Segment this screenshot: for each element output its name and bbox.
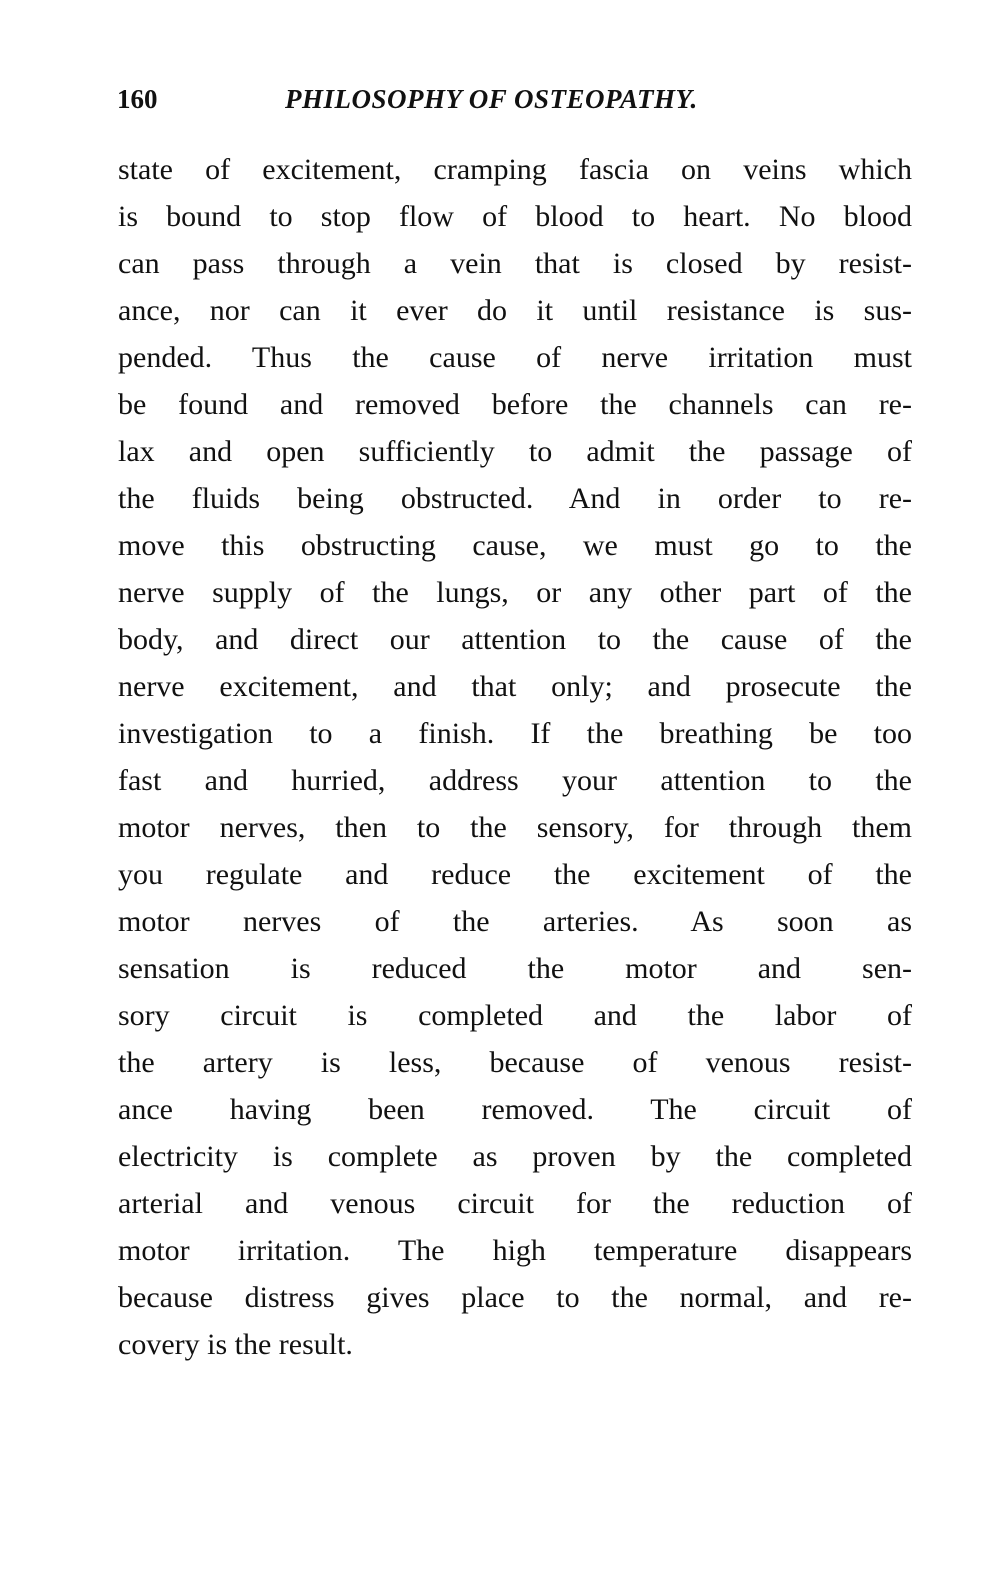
text-line: investigation to a finish. If the breathing be too bbox=[118, 717, 912, 750]
text-line: arterial and venous circuit for the reduction of bbox=[118, 1187, 912, 1220]
text-line: motor irritation. The high temperature disappears bbox=[118, 1234, 912, 1267]
text-line: pended. Thus the cause of nerve irritation must bbox=[118, 341, 912, 374]
text-line: covery is the result. bbox=[118, 1328, 353, 1361]
text-line: fast and hurried, address your attention to the bbox=[118, 764, 912, 797]
text-line: lax and open sufficiently to admit the passage of bbox=[118, 435, 912, 468]
running-title: PHILOSOPHY OF OSTEOPATHY. bbox=[285, 84, 698, 114]
text-line: motor nerves, then to the sensory, for through them bbox=[118, 811, 912, 844]
text-line: because distress gives place to the normal, and re- bbox=[118, 1281, 912, 1314]
text-line: ance, nor can it ever do it until resistance is sus- bbox=[118, 294, 912, 327]
text-line: sory circuit is completed and the labor of bbox=[118, 999, 912, 1032]
text-line: electricity is complete as proven by the completed bbox=[118, 1140, 912, 1173]
text-line: state of excitement, cramping fascia on veins which bbox=[118, 153, 912, 186]
text-line: body, and direct our attention to the cause of the bbox=[118, 623, 912, 656]
text-line: move this obstructing cause, we must go to the bbox=[118, 529, 912, 562]
text-line: is bound to stop flow of blood to heart. No blood bbox=[118, 200, 912, 233]
text-line: you regulate and reduce the excitement of the bbox=[118, 858, 912, 891]
text-line: can pass through a vein that is closed by resist- bbox=[118, 247, 912, 280]
text-line: the artery is less, because of venous resist- bbox=[118, 1046, 912, 1079]
page-number: 160 bbox=[117, 84, 158, 114]
body-text bbox=[118, 150, 912, 1372]
text-line: sensation is reduced the motor and sen- bbox=[118, 952, 912, 985]
text-line: ance having been removed. The circuit of bbox=[118, 1093, 912, 1126]
text-line: be found and removed before the channels can re- bbox=[118, 388, 912, 421]
text-line: nerve supply of the lungs, or any other part of the bbox=[118, 576, 912, 609]
text-line: the fluids being obstructed. And in order to re- bbox=[118, 482, 912, 515]
text-line: nerve excitement, and that only; and prosecute the bbox=[118, 670, 912, 703]
text-line: motor nerves of the arteries. As soon as bbox=[118, 905, 912, 938]
